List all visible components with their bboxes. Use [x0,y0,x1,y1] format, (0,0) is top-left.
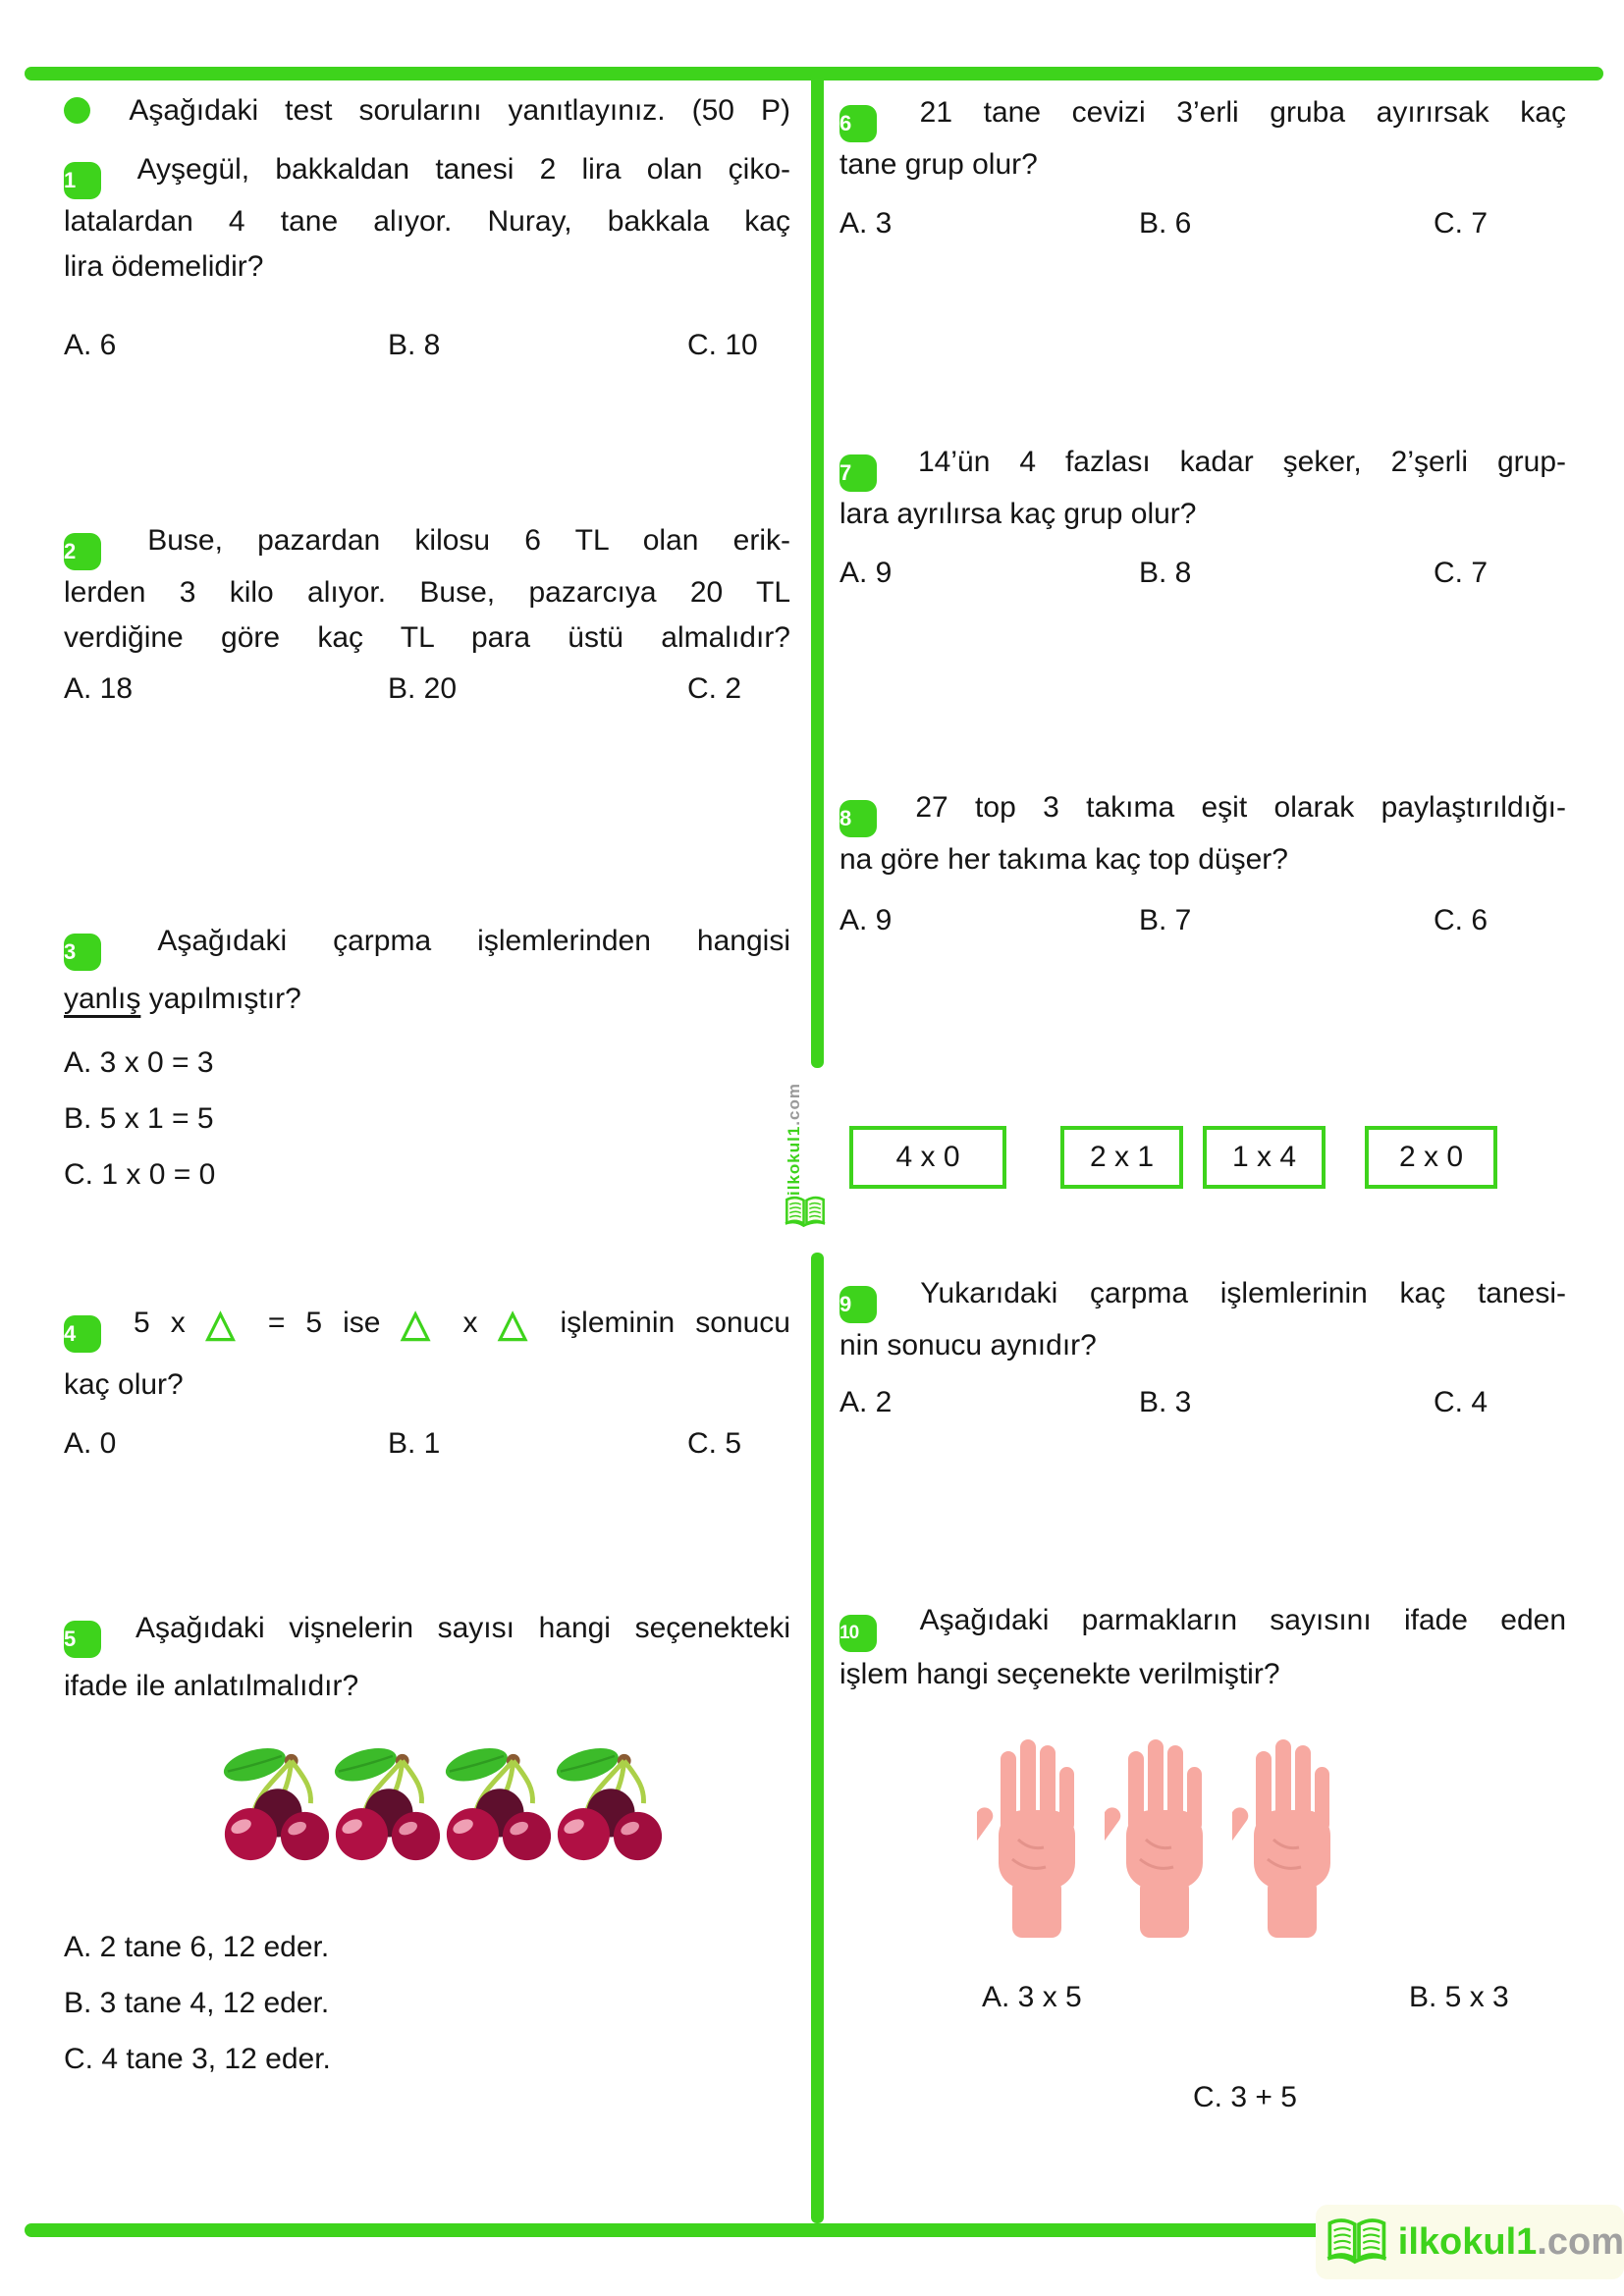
multiplication-box-1: 4 x 0 [849,1126,1006,1189]
question-text: 14’ün 4 fazlası kadar şeker, 2’şerli grup- [917,446,1566,478]
options-list [64,1919,790,2087]
hand-icon [1105,1712,1218,1938]
option-a: A. 3 x 0 = 3 [64,1046,214,1079]
question-text: 27 top 3 takıma eşit olarak paylaştırıldığı- [915,791,1566,824]
question-text: yapılmıştır? [148,983,301,1015]
multiplication-box-3: 1 x 4 [1203,1126,1326,1189]
logo-text [1398,2221,1624,2264]
hand-icon [1232,1712,1345,1938]
option-a: A. 2 [839,1386,893,1418]
question-number-badge: 9 [839,1286,877,1323]
option-b: B. 1 [388,1427,441,1460]
option-a: A. 0 [64,1427,117,1460]
question-number-badge: 10 [839,1615,877,1652]
option-c: C. 4 [1434,1386,1489,1418]
option-a: A. 3 x 5 [982,1981,1082,2013]
options-row [839,898,1566,943]
question-1 [64,147,790,368]
question-text: ifade ile anlatılmalıdır? [64,1670,359,1702]
options-row [839,1380,1566,1425]
question-line [839,440,1566,492]
question-7 [839,440,1566,596]
question-text: 5 x [134,1307,186,1339]
triangle-icon: △ [401,1304,443,1345]
question-line [839,1598,1566,1652]
question-line [64,147,790,199]
question-text: lerden 3 kilo alıyor. Buse, pazarcıya 20 TL [64,576,790,609]
book-icon [783,1188,828,1237]
column-divider-upper [811,71,824,1068]
watermark-text [785,1068,804,1196]
question-text: lira ödemelidir? [64,250,264,283]
column-divider-lower [811,1253,824,2223]
question-text: na göre her takıma kaç top düşer? [839,843,1288,876]
question-text: kaç olur? [64,1368,184,1401]
question-line [64,1600,790,1658]
question-text: 21 tane cevizi 3’erli gruba ayırırsak kaç [919,96,1566,129]
option-c: C. 7 [1434,207,1489,240]
option-b: B. 6 [1139,207,1192,240]
multiplication-box-4: 2 x 0 [1365,1126,1497,1189]
option-a: A. 9 [839,904,893,936]
triangle-icon: △ [498,1304,540,1345]
option-b: B. 7 [1139,904,1192,936]
logo-site-name: ilkokul1 [1397,2220,1538,2263]
option-a: A. 3 [839,207,893,240]
underlined-word: yanlış [64,983,141,1015]
option-c: C. 2 [687,672,742,705]
question-line [839,1271,1566,1323]
question-line [64,913,790,971]
question-text: x [462,1307,478,1339]
question-line [64,518,790,570]
question-6 [839,90,1566,246]
question-line [839,90,1566,142]
question-text: = 5 ise [267,1307,381,1339]
option-b: B. 3 [1139,1386,1192,1418]
question-line [839,785,1566,837]
cherry-bunch-icon [440,1741,556,1872]
options-row [839,2075,1566,2120]
question-number-badge: 5 [64,1621,101,1658]
footer-logo [1316,2205,1624,2279]
option-b: B. 5 x 3 [1409,1981,1509,2013]
question-number-badge: 4 [64,1315,101,1353]
question-number-badge: 1 [64,162,101,199]
header-instruction [64,88,790,133]
cherry-bunch-icon [551,1741,667,1872]
cherry-bunch-icon [329,1741,445,1872]
option-c: C. 7 [1434,557,1489,589]
option-c: C. 6 [1434,904,1489,936]
question-text: tane grup olur? [839,148,1038,181]
question-text: Aşağıdaki vişnelerin sayısı hangi seçenekteki [135,1612,790,1644]
instruction-text: Aşağıdaki test sorularını yanıtlayınız. (50 P) [129,94,790,127]
book-icon [1324,2214,1390,2270]
question-number-badge: 6 [839,105,877,142]
cherry-bunch-icon [218,1741,334,1872]
question-text [64,971,790,1027]
question-8 [839,785,1566,943]
question-text: Aşağıdaki çarpma işlemlerinden hangisi [157,925,790,957]
question-10 [839,1598,1566,2120]
question-4 [64,1301,790,1467]
options-row [839,201,1566,246]
options-list [64,1035,790,1202]
option-a: A. 6 [64,329,117,361]
option-c: C. 4 tane 3, 12 eder. [64,2043,331,2075]
triangle-icon: △ [205,1304,247,1345]
question-text: Buse, pazardan kilosu 6 TL olan erik- [147,524,790,557]
cherry-image-row [64,1741,790,1874]
option-c: C. 5 [687,1427,742,1460]
option-a: A. 9 [839,557,893,589]
multiplication-box-2: 2 x 1 [1060,1126,1183,1189]
instruction-line [64,88,790,133]
question-text: Yukarıdaki çarpma işlemlerinin kaç tanesi- [920,1277,1566,1309]
question-2 [64,518,790,712]
option-b: B. 5 x 1 = 5 [64,1102,214,1135]
option-b: B. 20 [388,672,458,705]
watermark-site-name: ilkokul1 [785,1125,803,1196]
options-row [839,551,1566,596]
option-b: B. 8 [388,329,441,361]
question-text: işlem hangi seçenekte verilmiştir? [839,1658,1280,1690]
question-number-badge: 2 [64,533,101,570]
hands-image-row [839,1712,1566,1938]
option-c: C. 10 [687,329,758,361]
question-text: latalardan 4 tane alıyor. Nuray, bakkala kaç [64,205,790,238]
question-text: lara ayrılırsa kaç grup olur? [839,498,1197,530]
option-a: A. 2 tane 6, 12 eder. [64,1931,330,1963]
options-row [64,1421,790,1467]
question-3 [64,913,790,1202]
logo-site-tld: .com [1537,2220,1624,2263]
watermark-site-tld: .com [785,1083,803,1126]
hand-icon [977,1712,1090,1938]
option-c: C. 3 + 5 [1193,2081,1297,2113]
options-row [839,1975,1566,2020]
question-line [64,1301,790,1353]
question-number-badge: 3 [64,934,101,971]
question-text: verdiğine göre kaç TL para üstü almalıdır? [64,621,790,654]
bullet-dot-icon [64,97,90,124]
question-text: işleminin sonucu [560,1307,790,1339]
question-5 [64,1600,790,2087]
option-c: C. 1 x 0 = 0 [64,1158,216,1191]
option-a: A. 18 [64,672,134,705]
question-9 [839,1271,1566,1425]
question-text: Ayşegül, bakkaldan tanesi 2 lira olan çiko- [136,153,791,186]
question-number-badge: 7 [839,454,877,492]
option-b: B. 3 tane 4, 12 eder. [64,1987,330,2019]
question-text: Aşağıdaki parmakların sayısını ifade eden [919,1604,1566,1636]
options-row [64,323,790,368]
options-row [64,667,790,712]
option-b: B. 8 [1139,557,1192,589]
question-number-badge: 8 [839,800,877,837]
question-text: nin sonucu aynıdır? [839,1329,1097,1362]
